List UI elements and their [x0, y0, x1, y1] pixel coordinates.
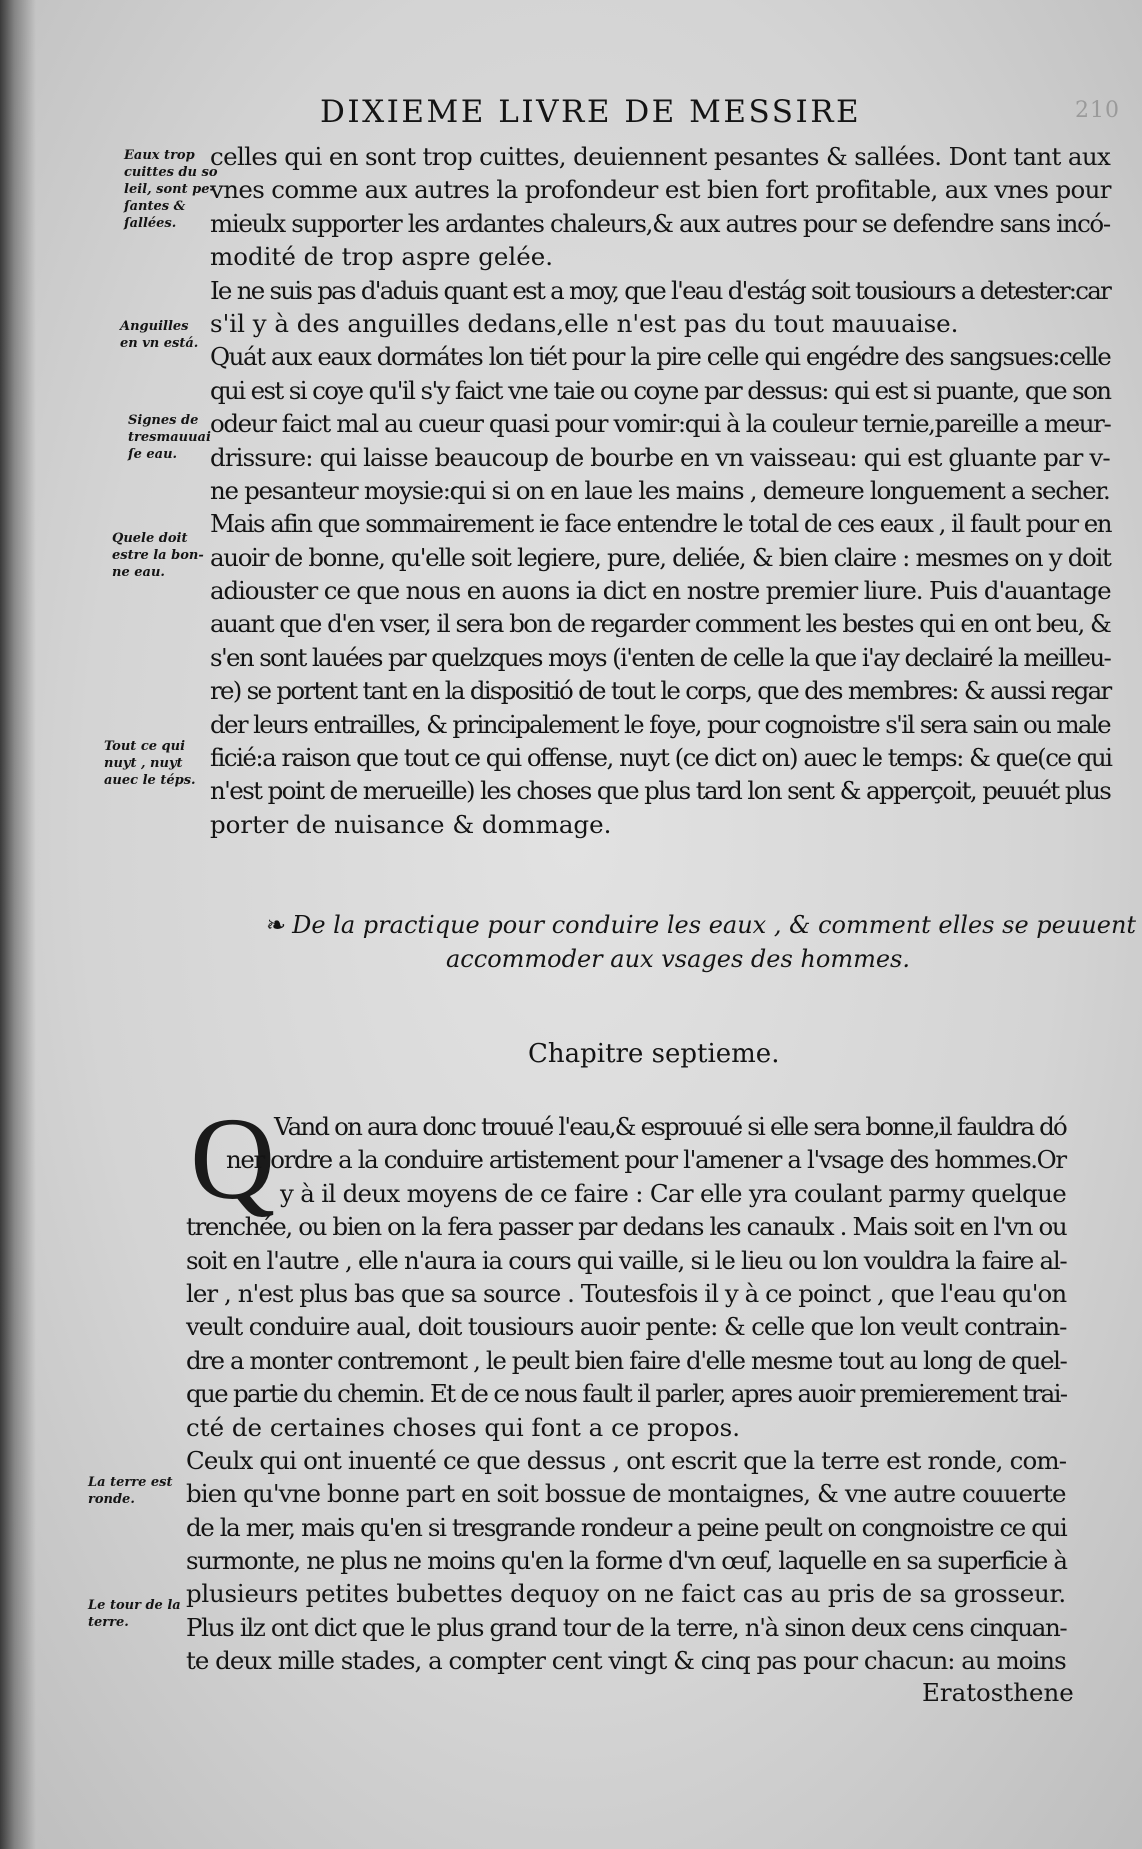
- margin-note-line: ne eau.: [112, 565, 165, 580]
- text-line: Quát aux eaux dormátes lon tiét pour la pire celle qui engédre des sangsues:celle: [210, 342, 1111, 372]
- margin-note: [88, 1474, 172, 1508]
- text-line: n'est point de merueille) les choses que plus tard lon sent & apperçoit, peuuét plus: [210, 776, 1111, 806]
- text-line: qui est si coye qu'il s'y faict vne taie ou coyne par dessus: qui est si puante, que son: [210, 375, 1111, 405]
- text-line: ler , n'est plus bas que sa source . Toutesfois il y à ce poinct , que l'eau qu'on: [186, 1278, 1067, 1308]
- text-line: que partie du chemin. Et de ce nous fault il parler, apres auoir premierement trai-: [186, 1379, 1067, 1409]
- margin-note-line: en vn está.: [120, 336, 199, 351]
- margin-note: [128, 412, 211, 463]
- text-line: odeur faict mal au cueur quasi pour vomir:qui à la couleur ternie,pareille a meur-: [210, 409, 1111, 439]
- margin-note-line: Anguilles: [120, 319, 189, 334]
- text-line: modité de trop aspre gelée.: [210, 242, 554, 272]
- text-line: veult conduire aual, doit tousiours auoir pente: & celle que lon veult contrain-: [186, 1312, 1067, 1342]
- margin-note-line: ſallées.: [124, 216, 177, 231]
- margin-note-line: nuyt , nuyt: [104, 756, 183, 771]
- text-line: Ceulx qui ont inuenté ce que dessus , ont escrit que la terre est ronde, com-: [186, 1445, 1067, 1475]
- text-line: drissure: qui laisse beaucoup de bourbe en vn vaisseau: qui est gluante par v-: [210, 442, 1110, 472]
- text-block-lower: [186, 1110, 1066, 1678]
- text-line: s'il y à des anguilles dedans,elle n'est pas du tout mauuaise.: [210, 308, 959, 338]
- text-line: de la mer, mais qu'en si tresgrande rondeur a peine peult on congnoistre ce qui: [186, 1512, 1067, 1542]
- text-line: soit en l'autre , elle n'aura ia cours qui vaille, si le lieu ou lon vouldra la faire al-: [186, 1245, 1067, 1275]
- text-line: surmonte, ne plus ne moins qu'en la forme d'vn œuf, laquelle en sa superficie à: [186, 1546, 1067, 1576]
- margin-note-line: Le tour de la: [88, 1598, 181, 1613]
- margin-note: [104, 738, 196, 789]
- margin-note-line: tresmauuai: [128, 430, 211, 445]
- running-head: DIXIEME LIVRE DE MESSIRE: [320, 94, 862, 130]
- text-line: cté de certaines choses qui font a ce propos.: [186, 1412, 741, 1442]
- text-line: celles qui en sont trop cuittes, deuiennent pesantes & sallées. Dont tant aux: [210, 142, 1111, 171]
- margin-note-line: Quele doit: [112, 531, 188, 546]
- margin-note: [112, 530, 204, 581]
- margin-note: [124, 147, 218, 232]
- margin-note-line: auec le téps.: [104, 773, 196, 788]
- margin-note-line: terre.: [88, 1615, 129, 1630]
- text-line: re) se portent tant en la dispositió de tout le corps, que des membres: & aussi regar: [210, 676, 1111, 706]
- text-line: vnes comme aux autres la profondeur est bien fort profitable, aux vnes pour: [210, 175, 1111, 205]
- text-line: y à il deux moyens de ce faire : Car elle yra coulant parmy quelque: [280, 1178, 1067, 1208]
- section-title: [266, 908, 1137, 976]
- text-line: porter de nuisance & dommage.: [210, 809, 612, 839]
- chapter-title: Chapitre septieme.: [528, 1039, 780, 1069]
- text-line: ne pesanteur moysie:qui si on en laue les mains , demeure longuement a secher.: [210, 475, 1110, 505]
- margin-note-line: cuittes du so: [124, 165, 218, 180]
- margin-note: [88, 1597, 181, 1631]
- page-gutter-shadow: [0, 0, 36, 1849]
- margin-note: [120, 318, 198, 352]
- margin-note-line: ronde.: [88, 1492, 135, 1507]
- drop-cap: Q: [190, 1093, 276, 1224]
- text-block-upper: [210, 140, 1110, 841]
- text-line: s'en sont lauées par quelzques moys (i'enten de celle la que i'ay declairé la meilleu-: [210, 642, 1111, 672]
- text-line: auoir de bonne, qu'elle soit legiere, pure, deliée, & bien claire : mesmes on y doit: [210, 542, 1111, 572]
- text-line: dre a monter contremont , le peult bien faire d'elle mesme tout au long de quel-: [186, 1345, 1067, 1375]
- margin-note-line: Eaux trop: [124, 148, 195, 163]
- margin-note-line: estre la bon-: [112, 548, 204, 563]
- catchword: Eratosthene: [922, 1678, 1074, 1707]
- fleuron-icon: ❧: [266, 911, 287, 939]
- section-title-line: accommoder aux vsages des hommes.: [446, 945, 910, 973]
- text-line: Ie ne suis pas d'aduis quant est a moy, que l'eau d'estág soit tousiours a detester:car: [210, 275, 1111, 305]
- text-line: bien qu'vne bonne part en soit bossue de montaignes, & vne autre couuerte: [186, 1479, 1066, 1509]
- margin-note-line: leil, sont pe-: [124, 182, 215, 197]
- text-line: Plus ilz ont dict que le plus grand tour de la terre, n'à sinon deux cens cinquan-: [186, 1612, 1067, 1642]
- text-line: adiouster ce que nous en auons ia dict en nostre premier liure. Puis d'auantage: [210, 576, 1111, 606]
- text-line: auant que d'en vser, il sera bon de regarder comment les bestes qui en ont beu, &: [210, 609, 1111, 639]
- margin-note-line: Tout ce qui: [104, 739, 186, 754]
- text-line: der leurs entrailles, & principalement le foye, pour cognoistre s'il sera sain ou male: [210, 709, 1110, 739]
- margin-note-line: La terre est: [88, 1475, 173, 1490]
- section-title-line: ❧ De la practique pour conduire les eaux , & comment elles se peuuent: [266, 911, 1137, 939]
- margin-note-line: ſe eau.: [128, 447, 178, 462]
- margin-note-line: ſantes &: [124, 199, 186, 214]
- text-line: ner ordre a la conduire artistement pour l'amener a l'vsage des hommes.Or: [226, 1145, 1066, 1175]
- text-line: mieulx supporter les ardantes chaleurs,& aux autres pour se defendre sans incó-: [210, 208, 1110, 238]
- text-line: trenchée, ou bien on la fera passer par dedans les canaulx . Mais soit en l'vn ou: [186, 1212, 1067, 1242]
- folio-number: 210: [1075, 98, 1120, 123]
- margin-note-line: Signes de: [128, 413, 199, 428]
- text-line: te deux mille stades, a compter cent vingt & cinq pas pour chacun: au moins: [186, 1646, 1066, 1676]
- text-line: Mais afin que sommairement ie face entendre le total de ces eaux , il fault pour en: [210, 509, 1111, 539]
- text-line: ficié:a raison que tout ce qui offense, nuyt (ce dict on) auec le temps: & que(ce qui: [210, 743, 1112, 773]
- text-line: Vand on aura donc trouué l'eau,& esprouué si elle sera bonne,il fauldra dó: [274, 1112, 1066, 1141]
- text-line: plusieurs petites bubettes dequoy on ne faict cas au pris de sa grosseur.: [186, 1579, 1066, 1609]
